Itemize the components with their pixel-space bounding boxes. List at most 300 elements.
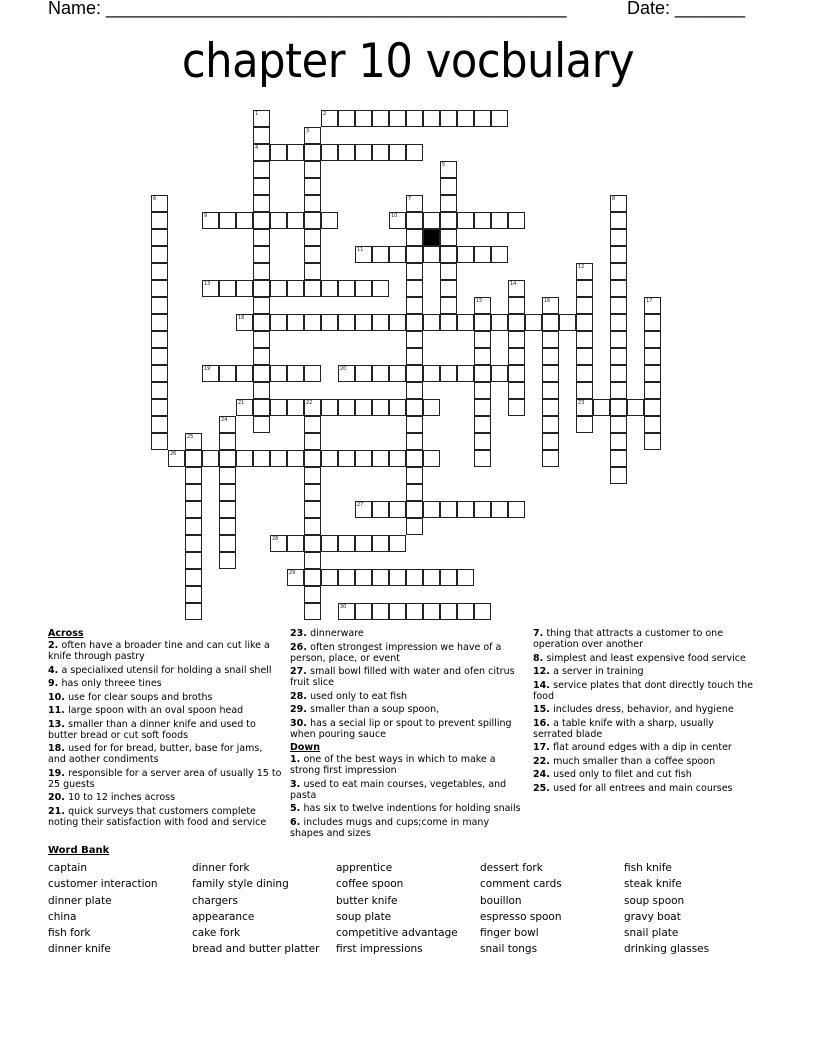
grid-cell[interactable]	[474, 110, 491, 127]
grid-cell[interactable]	[270, 144, 287, 161]
grid-cell[interactable]	[576, 399, 593, 416]
grid-cell[interactable]	[610, 331, 627, 348]
grid-cell[interactable]	[576, 297, 593, 314]
grid-cell[interactable]	[338, 365, 355, 382]
grid-cell[interactable]	[525, 314, 542, 331]
grid-cell[interactable]	[151, 195, 168, 212]
grid-cell[interactable]	[474, 399, 491, 416]
grid-cell[interactable]	[406, 433, 423, 450]
grid-cell[interactable]	[644, 433, 661, 450]
grid-cell[interactable]	[304, 229, 321, 246]
grid-cell[interactable]	[287, 144, 304, 161]
grid-cell[interactable]	[355, 110, 372, 127]
grid-cell[interactable]	[610, 280, 627, 297]
grid-cell[interactable]	[457, 365, 474, 382]
grid-cell[interactable]	[151, 382, 168, 399]
grid-cell[interactable]	[355, 314, 372, 331]
grid-cell[interactable]	[304, 569, 321, 586]
grid-cell[interactable]	[423, 365, 440, 382]
grid-cell[interactable]	[389, 314, 406, 331]
grid-cell[interactable]	[406, 263, 423, 280]
grid-cell[interactable]	[389, 246, 406, 263]
grid-cell[interactable]	[576, 263, 593, 280]
grid-cell[interactable]	[219, 212, 236, 229]
grid-cell[interactable]	[644, 382, 661, 399]
grid-cell[interactable]	[253, 314, 270, 331]
grid-cell[interactable]	[304, 161, 321, 178]
grid-cell[interactable]	[236, 314, 253, 331]
grid-cell[interactable]	[440, 280, 457, 297]
grid-cell[interactable]	[508, 212, 525, 229]
grid-cell[interactable]	[355, 569, 372, 586]
grid-cell[interactable]	[304, 144, 321, 161]
grid-cell[interactable]	[372, 535, 389, 552]
grid-cell[interactable]	[219, 433, 236, 450]
grid-cell[interactable]	[474, 297, 491, 314]
grid-cell[interactable]	[270, 314, 287, 331]
grid-cell[interactable]	[219, 467, 236, 484]
grid-cell[interactable]	[644, 416, 661, 433]
grid-cell[interactable]	[202, 280, 219, 297]
grid-cell[interactable]	[542, 314, 559, 331]
grid-cell[interactable]	[440, 212, 457, 229]
grid-cell[interactable]	[559, 314, 576, 331]
grid-cell[interactable]	[423, 501, 440, 518]
grid-cell[interactable]	[253, 127, 270, 144]
grid-cell[interactable]	[440, 314, 457, 331]
grid-cell[interactable]	[491, 212, 508, 229]
grid-cell[interactable]	[423, 569, 440, 586]
grid-cell[interactable]	[644, 297, 661, 314]
grid-cell[interactable]	[338, 314, 355, 331]
grid-cell[interactable]	[338, 535, 355, 552]
grid-cell[interactable]	[542, 348, 559, 365]
grid-cell[interactable]	[406, 348, 423, 365]
grid-cell[interactable]	[406, 399, 423, 416]
grid-cell[interactable]	[185, 450, 202, 467]
grid-cell[interactable]	[406, 365, 423, 382]
grid-cell[interactable]	[185, 484, 202, 501]
grid-cell[interactable]	[355, 399, 372, 416]
grid-cell[interactable]	[185, 501, 202, 518]
grid-cell[interactable]	[389, 110, 406, 127]
grid-cell[interactable]	[151, 246, 168, 263]
grid-cell[interactable]	[253, 399, 270, 416]
grid-cell[interactable]	[151, 331, 168, 348]
grid-cell[interactable]	[389, 365, 406, 382]
grid-cell[interactable]	[576, 348, 593, 365]
grid-cell[interactable]	[219, 501, 236, 518]
grid-cell[interactable]	[389, 603, 406, 620]
grid-cell[interactable]	[474, 501, 491, 518]
grid-cell[interactable]	[185, 569, 202, 586]
grid-cell[interactable]	[576, 314, 593, 331]
grid-cell[interactable]	[474, 433, 491, 450]
name-field[interactable]: Name: ______________________________________________	[48, 0, 567, 18]
grid-cell[interactable]	[185, 586, 202, 603]
grid-cell[interactable]	[593, 399, 610, 416]
grid-cell[interactable]	[219, 280, 236, 297]
grid-cell[interactable]	[389, 212, 406, 229]
grid-cell[interactable]	[423, 399, 440, 416]
grid-cell[interactable]	[508, 365, 525, 382]
grid-cell[interactable]	[304, 552, 321, 569]
grid-cell[interactable]	[304, 484, 321, 501]
grid-cell[interactable]	[610, 416, 627, 433]
grid-cell[interactable]	[406, 501, 423, 518]
grid-cell[interactable]	[270, 399, 287, 416]
grid-cell[interactable]	[355, 535, 372, 552]
grid-cell[interactable]	[219, 535, 236, 552]
grid-cell[interactable]	[610, 263, 627, 280]
grid-cell[interactable]	[355, 450, 372, 467]
grid-cell[interactable]	[610, 246, 627, 263]
grid-cell[interactable]	[457, 569, 474, 586]
grid-cell[interactable]	[219, 518, 236, 535]
grid-cell[interactable]	[253, 144, 270, 161]
grid-cell[interactable]	[151, 365, 168, 382]
grid-cell[interactable]	[457, 314, 474, 331]
grid-cell[interactable]	[321, 535, 338, 552]
grid-cell[interactable]	[202, 450, 219, 467]
grid-cell[interactable]	[253, 161, 270, 178]
grid-cell[interactable]	[610, 433, 627, 450]
grid-cell[interactable]	[355, 501, 372, 518]
grid-cell[interactable]	[287, 365, 304, 382]
grid-cell[interactable]	[253, 416, 270, 433]
grid-cell[interactable]	[355, 246, 372, 263]
grid-cell[interactable]	[491, 314, 508, 331]
grid-cell[interactable]	[253, 229, 270, 246]
grid-cell[interactable]	[406, 518, 423, 535]
grid-cell[interactable]	[287, 535, 304, 552]
grid-cell[interactable]	[440, 161, 457, 178]
grid-cell[interactable]	[304, 399, 321, 416]
grid-cell[interactable]	[491, 365, 508, 382]
grid-cell[interactable]	[304, 246, 321, 263]
grid-cell[interactable]	[440, 603, 457, 620]
grid-cell[interactable]	[576, 416, 593, 433]
grid-cell[interactable]	[236, 280, 253, 297]
grid-cell[interactable]	[389, 569, 406, 586]
grid-cell[interactable]	[457, 110, 474, 127]
grid-cell[interactable]	[287, 280, 304, 297]
grid-cell[interactable]	[355, 144, 372, 161]
grid-cell[interactable]	[474, 246, 491, 263]
grid-cell[interactable]	[236, 212, 253, 229]
grid-cell[interactable]	[287, 399, 304, 416]
grid-cell[interactable]	[576, 365, 593, 382]
grid-cell[interactable]	[304, 416, 321, 433]
grid-cell[interactable]	[253, 348, 270, 365]
grid-cell[interactable]	[304, 501, 321, 518]
grid-cell[interactable]	[287, 569, 304, 586]
grid-cell[interactable]	[440, 246, 457, 263]
grid-cell[interactable]	[542, 399, 559, 416]
grid-cell[interactable]	[542, 416, 559, 433]
grid-cell[interactable]	[338, 110, 355, 127]
grid-cell[interactable]	[253, 195, 270, 212]
grid-cell[interactable]	[644, 314, 661, 331]
grid-cell[interactable]	[389, 144, 406, 161]
grid-cell[interactable]	[457, 603, 474, 620]
grid-cell[interactable]	[372, 399, 389, 416]
grid-cell[interactable]	[304, 195, 321, 212]
grid-cell[interactable]	[542, 433, 559, 450]
grid-cell[interactable]	[406, 144, 423, 161]
grid-cell[interactable]	[321, 212, 338, 229]
grid-cell[interactable]	[474, 382, 491, 399]
grid-cell[interactable]	[151, 212, 168, 229]
grid-cell[interactable]	[610, 365, 627, 382]
grid-cell[interactable]	[219, 365, 236, 382]
grid-cell[interactable]	[304, 586, 321, 603]
grid-cell[interactable]	[610, 314, 627, 331]
grid-cell[interactable]	[474, 348, 491, 365]
grid-cell[interactable]	[304, 535, 321, 552]
grid-cell[interactable]	[644, 399, 661, 416]
grid-cell[interactable]	[355, 280, 372, 297]
grid-cell[interactable]	[219, 450, 236, 467]
grid-cell[interactable]	[440, 178, 457, 195]
grid-cell[interactable]	[253, 246, 270, 263]
grid-cell[interactable]	[372, 365, 389, 382]
grid-cell[interactable]	[185, 552, 202, 569]
grid-cell[interactable]	[406, 280, 423, 297]
grid-cell[interactable]	[491, 246, 508, 263]
grid-cell[interactable]	[270, 535, 287, 552]
grid-cell[interactable]	[372, 144, 389, 161]
grid-cell[interactable]	[202, 212, 219, 229]
grid-cell[interactable]	[406, 246, 423, 263]
grid-cell[interactable]	[457, 246, 474, 263]
grid-cell[interactable]	[474, 416, 491, 433]
grid-cell[interactable]	[168, 450, 185, 467]
grid-cell[interactable]	[610, 348, 627, 365]
grid-cell[interactable]	[406, 212, 423, 229]
grid-cell[interactable]	[202, 365, 219, 382]
grid-cell[interactable]	[372, 569, 389, 586]
grid-cell[interactable]	[304, 178, 321, 195]
grid-cell[interactable]	[321, 450, 338, 467]
grid-cell[interactable]	[457, 212, 474, 229]
grid-cell[interactable]	[321, 569, 338, 586]
grid-cell[interactable]	[491, 110, 508, 127]
grid-cell[interactable]	[372, 501, 389, 518]
grid-cell[interactable]	[338, 280, 355, 297]
grid-cell[interactable]	[423, 603, 440, 620]
grid-cell[interactable]	[389, 399, 406, 416]
grid-cell[interactable]	[576, 280, 593, 297]
grid-cell[interactable]	[406, 416, 423, 433]
grid-cell[interactable]	[508, 348, 525, 365]
grid-cell[interactable]	[389, 450, 406, 467]
grid-cell[interactable]	[406, 297, 423, 314]
grid-cell[interactable]	[151, 297, 168, 314]
grid-cell[interactable]	[508, 280, 525, 297]
grid-cell[interactable]	[304, 603, 321, 620]
grid-cell[interactable]	[610, 195, 627, 212]
grid-cell[interactable]	[406, 603, 423, 620]
grid-cell[interactable]	[151, 280, 168, 297]
grid-cell[interactable]	[321, 110, 338, 127]
grid-cell[interactable]	[440, 501, 457, 518]
grid-cell[interactable]	[610, 229, 627, 246]
grid-cell[interactable]	[219, 484, 236, 501]
grid-cell[interactable]	[474, 331, 491, 348]
grid-cell[interactable]	[253, 331, 270, 348]
grid-cell[interactable]	[304, 518, 321, 535]
grid-cell[interactable]	[644, 365, 661, 382]
grid-cell[interactable]	[423, 110, 440, 127]
grid-cell[interactable]	[253, 178, 270, 195]
grid-cell[interactable]	[270, 280, 287, 297]
grid-cell[interactable]	[253, 212, 270, 229]
grid-cell[interactable]	[304, 467, 321, 484]
grid-cell[interactable]	[236, 399, 253, 416]
grid-cell[interactable]	[406, 450, 423, 467]
grid-cell[interactable]	[321, 399, 338, 416]
grid-cell[interactable]	[508, 297, 525, 314]
grid-cell[interactable]	[151, 399, 168, 416]
grid-cell[interactable]	[440, 263, 457, 280]
grid-cell[interactable]	[219, 552, 236, 569]
grid-cell[interactable]	[644, 331, 661, 348]
grid-cell[interactable]	[457, 501, 474, 518]
grid-cell[interactable]	[372, 280, 389, 297]
grid-cell[interactable]	[338, 603, 355, 620]
grid-cell[interactable]	[406, 382, 423, 399]
grid-cell[interactable]	[287, 212, 304, 229]
grid-cell[interactable]	[372, 450, 389, 467]
grid-cell[interactable]	[423, 212, 440, 229]
grid-cell[interactable]	[185, 535, 202, 552]
grid-cell[interactable]	[219, 416, 236, 433]
grid-cell[interactable]	[151, 229, 168, 246]
grid-cell[interactable]	[304, 212, 321, 229]
grid-cell[interactable]	[287, 314, 304, 331]
grid-cell[interactable]	[474, 212, 491, 229]
grid-cell[interactable]	[185, 603, 202, 620]
grid-cell[interactable]	[236, 450, 253, 467]
date-field[interactable]: Date: _______	[627, 0, 746, 18]
grid-cell[interactable]	[185, 433, 202, 450]
grid-cell[interactable]	[508, 314, 525, 331]
grid-cell[interactable]	[576, 382, 593, 399]
grid-cell[interactable]	[151, 433, 168, 450]
grid-cell[interactable]	[423, 450, 440, 467]
grid-cell[interactable]	[304, 127, 321, 144]
grid-cell[interactable]	[304, 263, 321, 280]
grid-cell[interactable]	[406, 331, 423, 348]
grid-cell[interactable]	[542, 297, 559, 314]
grid-cell[interactable]	[287, 450, 304, 467]
grid-cell[interactable]	[355, 365, 372, 382]
grid-cell[interactable]	[253, 365, 270, 382]
grid-cell[interactable]	[355, 603, 372, 620]
grid-cell[interactable]	[253, 280, 270, 297]
grid-cell[interactable]	[610, 399, 627, 416]
grid-cell[interactable]	[253, 263, 270, 280]
grid-cell[interactable]	[253, 110, 270, 127]
grid-cell[interactable]	[151, 416, 168, 433]
grid-cell[interactable]	[508, 382, 525, 399]
grid-cell[interactable]	[304, 433, 321, 450]
grid-cell[interactable]	[270, 212, 287, 229]
grid-cell[interactable]	[406, 467, 423, 484]
grid-cell[interactable]	[508, 501, 525, 518]
grid-cell[interactable]	[440, 195, 457, 212]
grid-cell[interactable]	[508, 399, 525, 416]
grid-cell[interactable]	[185, 518, 202, 535]
grid-cell[interactable]	[474, 603, 491, 620]
grid-cell[interactable]	[389, 535, 406, 552]
grid-cell[interactable]	[440, 365, 457, 382]
grid-cell[interactable]	[185, 467, 202, 484]
grid-cell[interactable]	[151, 263, 168, 280]
grid-cell[interactable]	[491, 501, 508, 518]
grid-cell[interactable]	[151, 348, 168, 365]
grid-cell[interactable]	[321, 280, 338, 297]
grid-cell[interactable]	[406, 110, 423, 127]
grid-cell[interactable]	[406, 229, 423, 246]
grid-cell[interactable]	[423, 246, 440, 263]
grid-cell[interactable]	[474, 365, 491, 382]
grid-cell[interactable]	[338, 569, 355, 586]
grid-cell[interactable]	[542, 450, 559, 467]
grid-cell[interactable]	[151, 314, 168, 331]
grid-cell[interactable]	[474, 450, 491, 467]
grid-cell[interactable]	[406, 314, 423, 331]
grid-cell[interactable]	[253, 382, 270, 399]
grid-cell[interactable]	[338, 144, 355, 161]
grid-cell[interactable]	[406, 569, 423, 586]
grid-cell[interactable]	[406, 195, 423, 212]
grid-cell[interactable]	[440, 110, 457, 127]
grid-cell[interactable]	[610, 297, 627, 314]
grid-cell[interactable]	[406, 484, 423, 501]
grid-cell[interactable]	[304, 365, 321, 382]
grid-cell[interactable]	[542, 331, 559, 348]
grid-cell[interactable]	[304, 314, 321, 331]
grid-cell[interactable]	[644, 348, 661, 365]
grid-cell[interactable]	[627, 399, 644, 416]
grid-cell[interactable]	[236, 365, 253, 382]
grid-cell[interactable]	[542, 382, 559, 399]
grid-cell[interactable]	[610, 467, 627, 484]
grid-cell[interactable]	[576, 331, 593, 348]
grid-cell[interactable]	[440, 297, 457, 314]
grid-cell[interactable]	[253, 297, 270, 314]
grid-cell[interactable]	[372, 314, 389, 331]
grid-cell[interactable]	[338, 450, 355, 467]
grid-cell[interactable]	[542, 365, 559, 382]
grid-cell[interactable]	[270, 450, 287, 467]
grid-cell[interactable]	[253, 450, 270, 467]
grid-cell[interactable]	[610, 450, 627, 467]
grid-cell[interactable]	[270, 365, 287, 382]
grid-cell[interactable]	[304, 450, 321, 467]
grid-cell[interactable]	[610, 382, 627, 399]
grid-cell[interactable]	[321, 144, 338, 161]
grid-cell[interactable]	[610, 212, 627, 229]
grid-cell[interactable]	[423, 314, 440, 331]
grid-cell[interactable]	[321, 314, 338, 331]
grid-cell[interactable]	[440, 569, 457, 586]
grid-cell[interactable]	[508, 331, 525, 348]
grid-cell[interactable]	[474, 314, 491, 331]
grid-cell[interactable]	[338, 399, 355, 416]
